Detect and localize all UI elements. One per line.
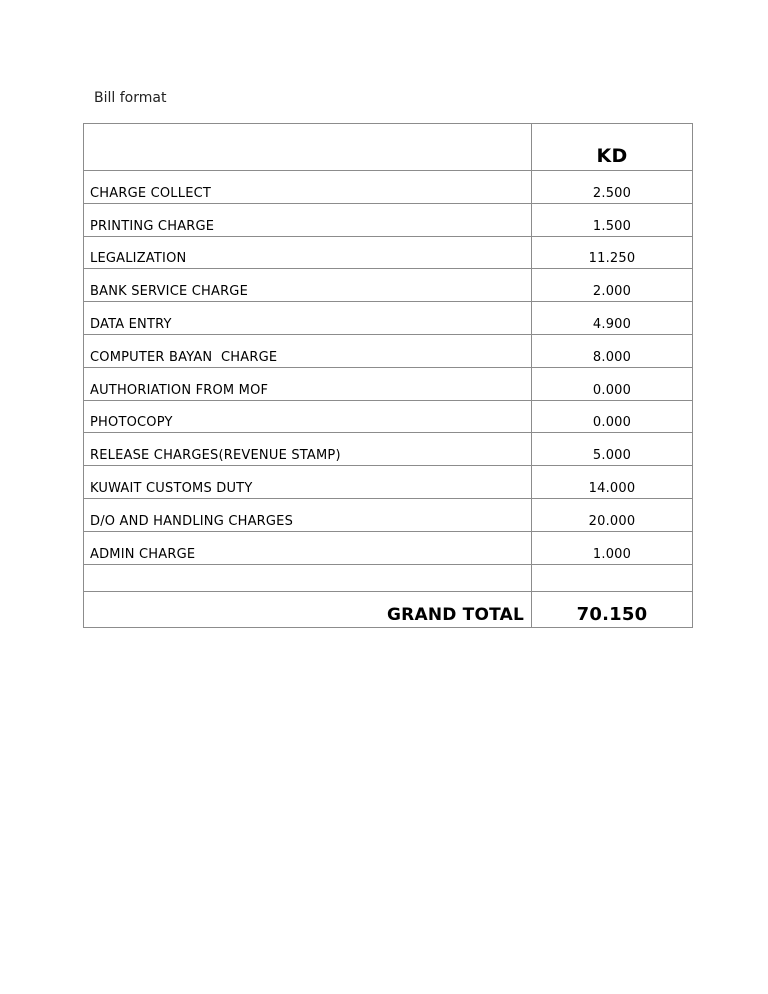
- item-description: CHARGE COLLECT: [84, 171, 532, 204]
- item-amount: 20.000: [532, 498, 693, 531]
- item-description: PHOTOCOPY: [84, 400, 532, 433]
- table-row: [84, 236, 693, 269]
- item-amount: 0.000: [532, 367, 693, 400]
- currency-header: KD: [532, 124, 693, 171]
- item-description: KUWAIT CUSTOMS DUTY: [84, 466, 532, 499]
- item-description: PRINTING CHARGE: [84, 203, 532, 236]
- document-title: Bill format: [94, 90, 167, 106]
- item-amount: 1.000: [532, 531, 693, 564]
- table-row: [84, 302, 693, 335]
- item-amount: 2.000: [532, 269, 693, 302]
- item-description: LEGALIZATION: [84, 236, 532, 269]
- item-amount: 2.500: [532, 171, 693, 204]
- table-row: [84, 531, 693, 564]
- grand-total-row: [84, 591, 693, 627]
- item-description: D/O AND HANDLING CHARGES: [84, 498, 532, 531]
- item-description: BANK SERVICE CHARGE: [84, 269, 532, 302]
- bill-table: [83, 123, 693, 628]
- grand-total-amount: 70.150: [532, 591, 693, 627]
- item-amount: 4.900: [532, 302, 693, 335]
- item-amount: 8.000: [532, 334, 693, 367]
- empty-description-cell: [84, 564, 532, 591]
- item-amount: 11.250: [532, 236, 693, 269]
- item-description: RELEASE CHARGES(REVENUE STAMP): [84, 433, 532, 466]
- table-row: [84, 269, 693, 302]
- bill-table-body: [84, 124, 693, 628]
- description-header-cell: [84, 124, 532, 171]
- item-description: DATA ENTRY: [84, 302, 532, 335]
- item-amount: 5.000: [532, 433, 693, 466]
- item-description: ADMIN CHARGE: [84, 531, 532, 564]
- item-description: AUTHORIATION FROM MOF: [84, 367, 532, 400]
- table-row: [84, 498, 693, 531]
- table-row: [84, 400, 693, 433]
- empty-row: [84, 564, 693, 591]
- item-amount: 14.000: [532, 466, 693, 499]
- table-row: [84, 203, 693, 236]
- item-amount: 1.500: [532, 203, 693, 236]
- table-row: [84, 433, 693, 466]
- empty-amount-cell: [532, 564, 693, 591]
- table-row: [84, 334, 693, 367]
- grand-total-label: GRAND TOTAL: [84, 591, 532, 627]
- table-row: [84, 171, 693, 204]
- table-row: [84, 466, 693, 499]
- table-header-row: [84, 124, 693, 171]
- item-description: COMPUTER BAYAN CHARGE: [84, 334, 532, 367]
- table-row: [84, 367, 693, 400]
- item-amount: 0.000: [532, 400, 693, 433]
